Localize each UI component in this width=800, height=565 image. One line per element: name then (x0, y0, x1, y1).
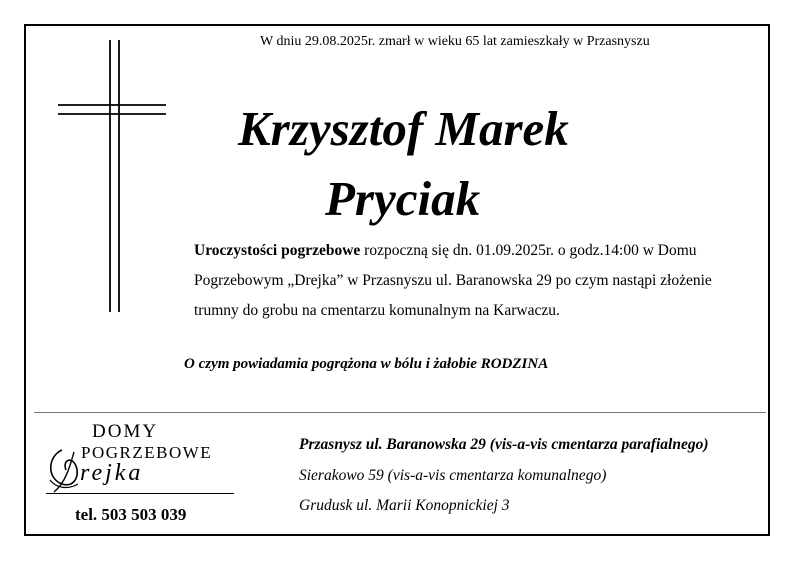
logo-text-domy: DOMY (92, 421, 159, 442)
address-grudusk: Grudusk ul. Marii Konopnickiej 3 (299, 497, 510, 514)
ceremony-paragraph (194, 236, 734, 326)
deceased-name-first: Krzysztof Marek (238, 101, 569, 156)
logo-text-pogrzebowe: POGRZEBOWE (81, 443, 213, 462)
ceremony-lead: Uroczystości pogrzebowe (194, 242, 361, 259)
address-sierakowo: Sierakowo 59 (vis-a-vis cmentarza komunalnego) (299, 467, 607, 484)
cross-icon (58, 40, 173, 315)
death-notice-intro: W dniu 29.08.2025r. zmarł w wieku 65 lat zamieszkały w Przasnyszu (260, 34, 650, 49)
divider (34, 412, 766, 413)
deceased-name-last: Pryciak (325, 171, 481, 226)
family-announcement: O czym powiadamia pogrążona w bólu i żałobie RODZINA (184, 356, 549, 372)
ceremony-details: rozpoczną się dn. 01.09.2025r. o godz.14:00 w Domu Pogrzebowym „Drejka” w Przasnyszu ul. Baranowska 29 po czym nastąpi złożenie trumny do grobu na cmentarzu komunalnym na Karwaczu. (194, 242, 712, 319)
logo-text-drejka: rejka (80, 460, 144, 486)
logo-underline (46, 493, 234, 494)
phone-number: tel. 503 503 039 (75, 505, 187, 524)
address-przasnysz: Przasnysz ul. Baranowska 29 (vis-a-vis cmentarza parafialnego) (299, 436, 709, 453)
